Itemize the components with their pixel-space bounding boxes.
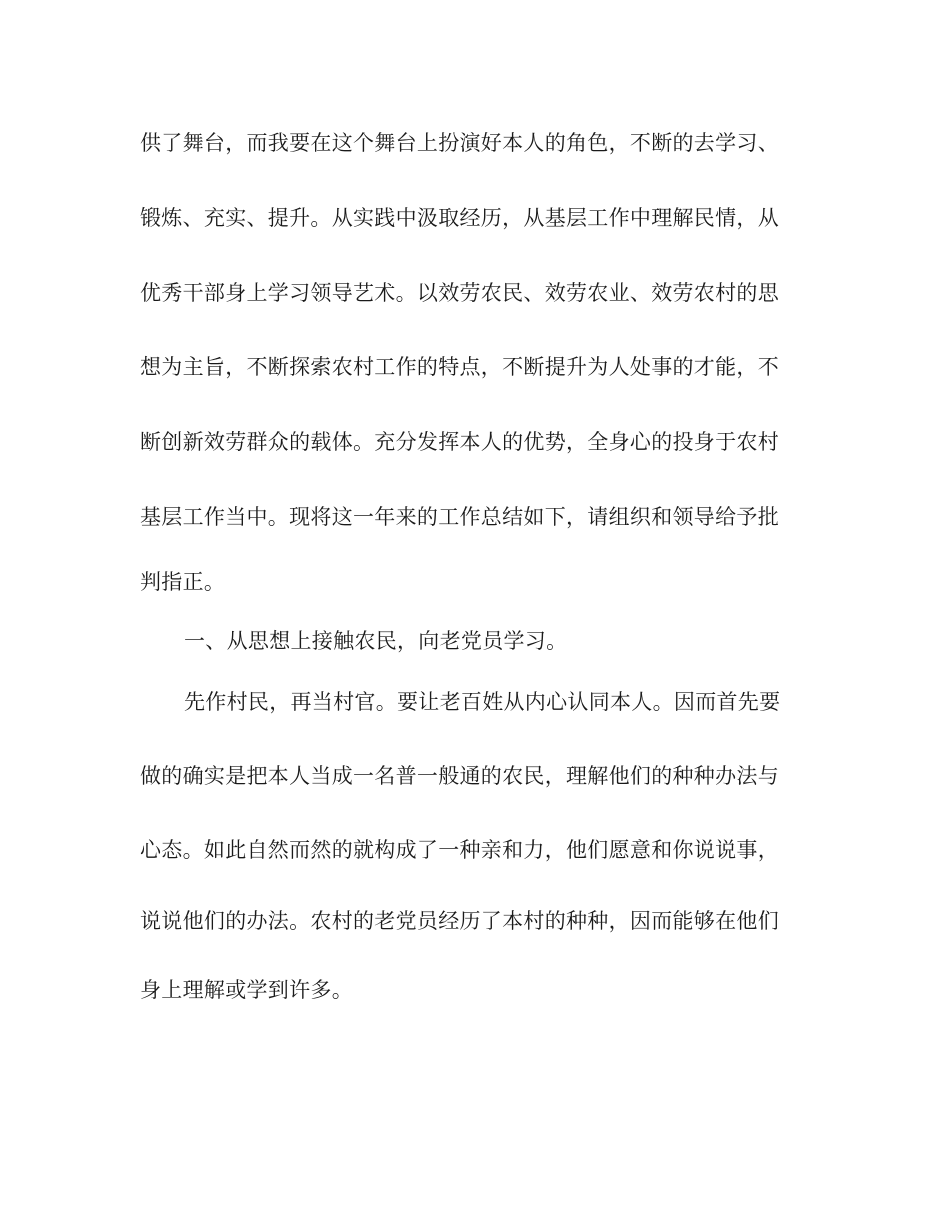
paragraph-line-12: 身上理解或学到许多。 (140, 978, 353, 1002)
paragraph-line-8: 先作村民，再当村官。要让老百姓从内心认同本人。因而首先要 (184, 690, 781, 714)
paragraph-line-7: 判指正。 (140, 570, 226, 594)
paragraph-line-5: 断创新效劳群众的载体。充分发挥本人的优势，全身心的投身于农村 (140, 430, 779, 454)
paragraph-line-9: 做的确实是把本人当成一名普一般通的农民，理解他们的种种办法与 (140, 764, 779, 788)
paragraph-line-3: 优秀干部身上学习领导艺术。以效劳农民、效劳农业、效劳农村的思 (140, 281, 779, 305)
paragraph-line-4: 想为主旨，不断探索农村工作的特点，不断提升为人处事的才能，不 (140, 355, 779, 379)
paragraph-line-2: 锻炼、充实、提升。从实践中汲取经历，从基层工作中理解民情，从 (140, 206, 779, 230)
paragraph-line-6: 基层工作当中。现将这一年来的工作总结如下，请组织和领导给予批 (140, 505, 779, 529)
paragraph-line-1: 供了舞台，而我要在这个舞台上扮演好本人的角色，不断的去学习、 (140, 131, 779, 155)
paragraph-line-11: 说说他们的办法。农村的老党员经历了本村的种种，因而能够在他们 (140, 909, 779, 933)
paragraph-line-10: 心态。如此自然而然的就构成了一种亲和力，他们愿意和你说说事， (140, 838, 779, 862)
section-heading: 一、从思想上接触农民，向老党员学习。 (184, 629, 568, 653)
